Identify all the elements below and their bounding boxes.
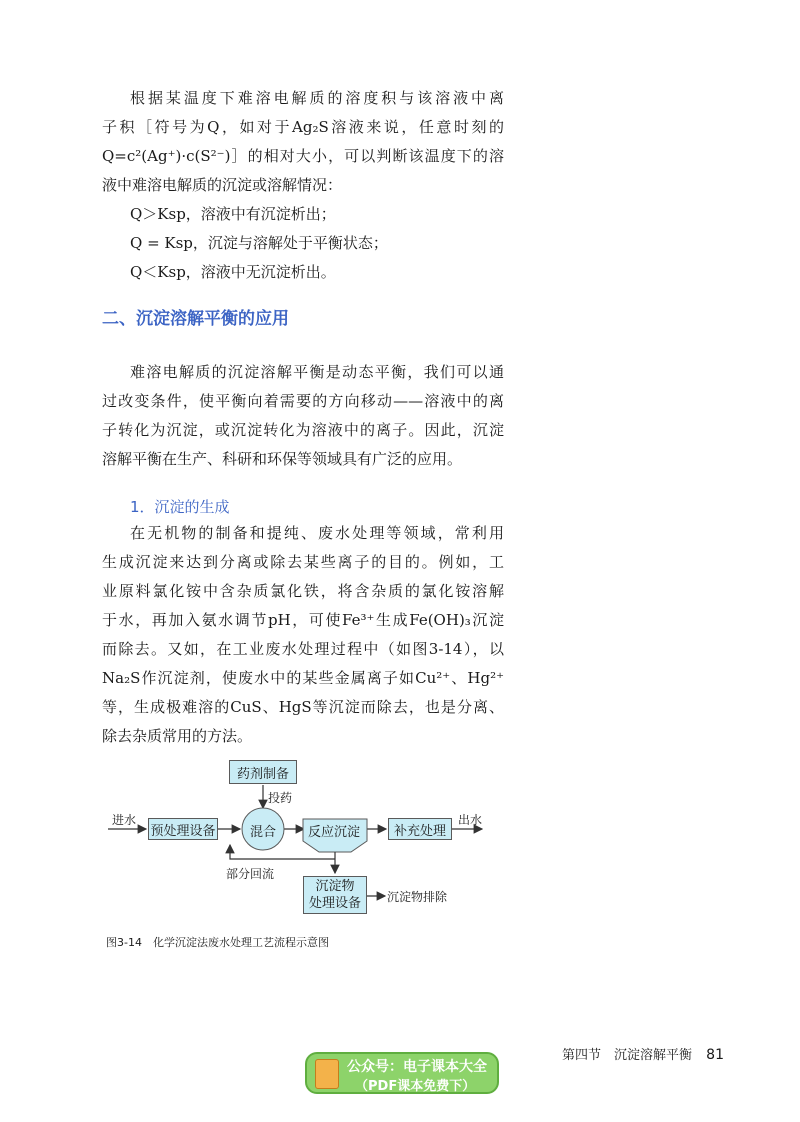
text-line: 子积［符号为Q，如对于Ag₂S溶液来说，任意时刻的 [102, 118, 504, 136]
sludge-out-label: 沉淀物排除 [387, 890, 448, 904]
sludge-line-1: 沉淀物 [315, 879, 355, 894]
text-line: Na₂S作沉淀剂，使废水中的某些金属离子如Cu²⁺、Hg²⁺ [102, 669, 504, 687]
water-out-label: 出水 [458, 813, 483, 827]
text-line: 溶解平衡在生产、科研和环保等领域具有广泛的应用。 [102, 450, 463, 468]
text-line: 生成沉淀来达到分离或除去某些离子的目的。例如，工 [102, 553, 504, 571]
text-line: Q=c²(Ag⁺)·c(S²⁻)］的相对大小，可以判断该温度下的溶 [102, 147, 504, 165]
page-number: 81 [706, 1047, 724, 1063]
sludge-box [303, 876, 367, 914]
text-line: 除去杂质常用的方法。 [102, 727, 253, 745]
page-footer [562, 1044, 724, 1063]
figure-caption: 图3-14 化学沉淀法废水处理工艺流程示意图 [106, 936, 329, 949]
section-paragraph [102, 358, 504, 474]
condition-greater: Q＞Ksp，溶液中有沉淀析出； [130, 205, 336, 223]
watermark-line-2: （PDF课本免费下） [355, 1079, 476, 1094]
pretreatment-box: 预处理设备 [148, 818, 218, 840]
reflux-label: 部分回流 [226, 867, 275, 881]
water-in-label: 进水 [112, 813, 137, 827]
watermark-badge [305, 1052, 499, 1094]
footer-section: 第四节 沉淀溶解平衡 [562, 1048, 693, 1063]
process-flow-diagram [100, 755, 500, 930]
watermark-line-1: 公众号：电子课本大全 [347, 1059, 487, 1075]
dosing-label: 投药 [268, 791, 293, 805]
text-line: 业原料氯化铵中含杂质氯化铁，将含杂质的氯化铵溶解 [102, 582, 504, 600]
section-heading: 二、沉淀溶解平衡的应用 [102, 309, 289, 329]
text-line: 子转化为沉淀，或沉淀转化为溶液中的离子。因此，沉淀 [102, 421, 504, 439]
text-line: 于水，再加入氨水调节pH，可使Fe³⁺生成Fe(OH)₃沉淀 [102, 611, 504, 629]
text-line: 液中难溶电解质的沉淀或溶解情况： [102, 176, 343, 194]
mixing-node: 混合 [250, 825, 277, 840]
reagent-prep-box: 药剂制备 [229, 760, 297, 784]
precipitation-paragraph [102, 519, 504, 751]
text-line: 在无机物的制备和提纯、废水处理等领域，常利用 [130, 524, 504, 542]
text-line: 而除去。又如，在工业废水处理过程中（如图3-14），以 [102, 640, 504, 658]
text-line: 根据某温度下难溶电解质的溶度积与该溶液中离 [130, 89, 504, 107]
reaction-tank: 反应沉淀 [308, 825, 361, 840]
condition-less: Q＜Ksp，溶液中无沉淀析出。 [130, 263, 336, 281]
subsection-title: 1．沉淀的生成 [130, 498, 230, 516]
intro-paragraph [102, 84, 504, 287]
condition-equal: Q = Ksp，沉淀与溶解处于平衡状态； [130, 234, 388, 252]
text-line: 等，生成极难溶的CuS、HgS等沉淀而除去，也是分离、 [102, 698, 504, 716]
text-line: 过改变条件，使平衡向着需要的方向移动——溶液中的离 [102, 392, 504, 410]
book-icon [315, 1059, 339, 1089]
sludge-line-2: 处理设备 [308, 896, 361, 911]
text-line: 难溶电解质的沉淀溶解平衡是动态平衡，我们可以通 [130, 363, 504, 381]
supplementary-box: 补充处理 [388, 818, 452, 840]
